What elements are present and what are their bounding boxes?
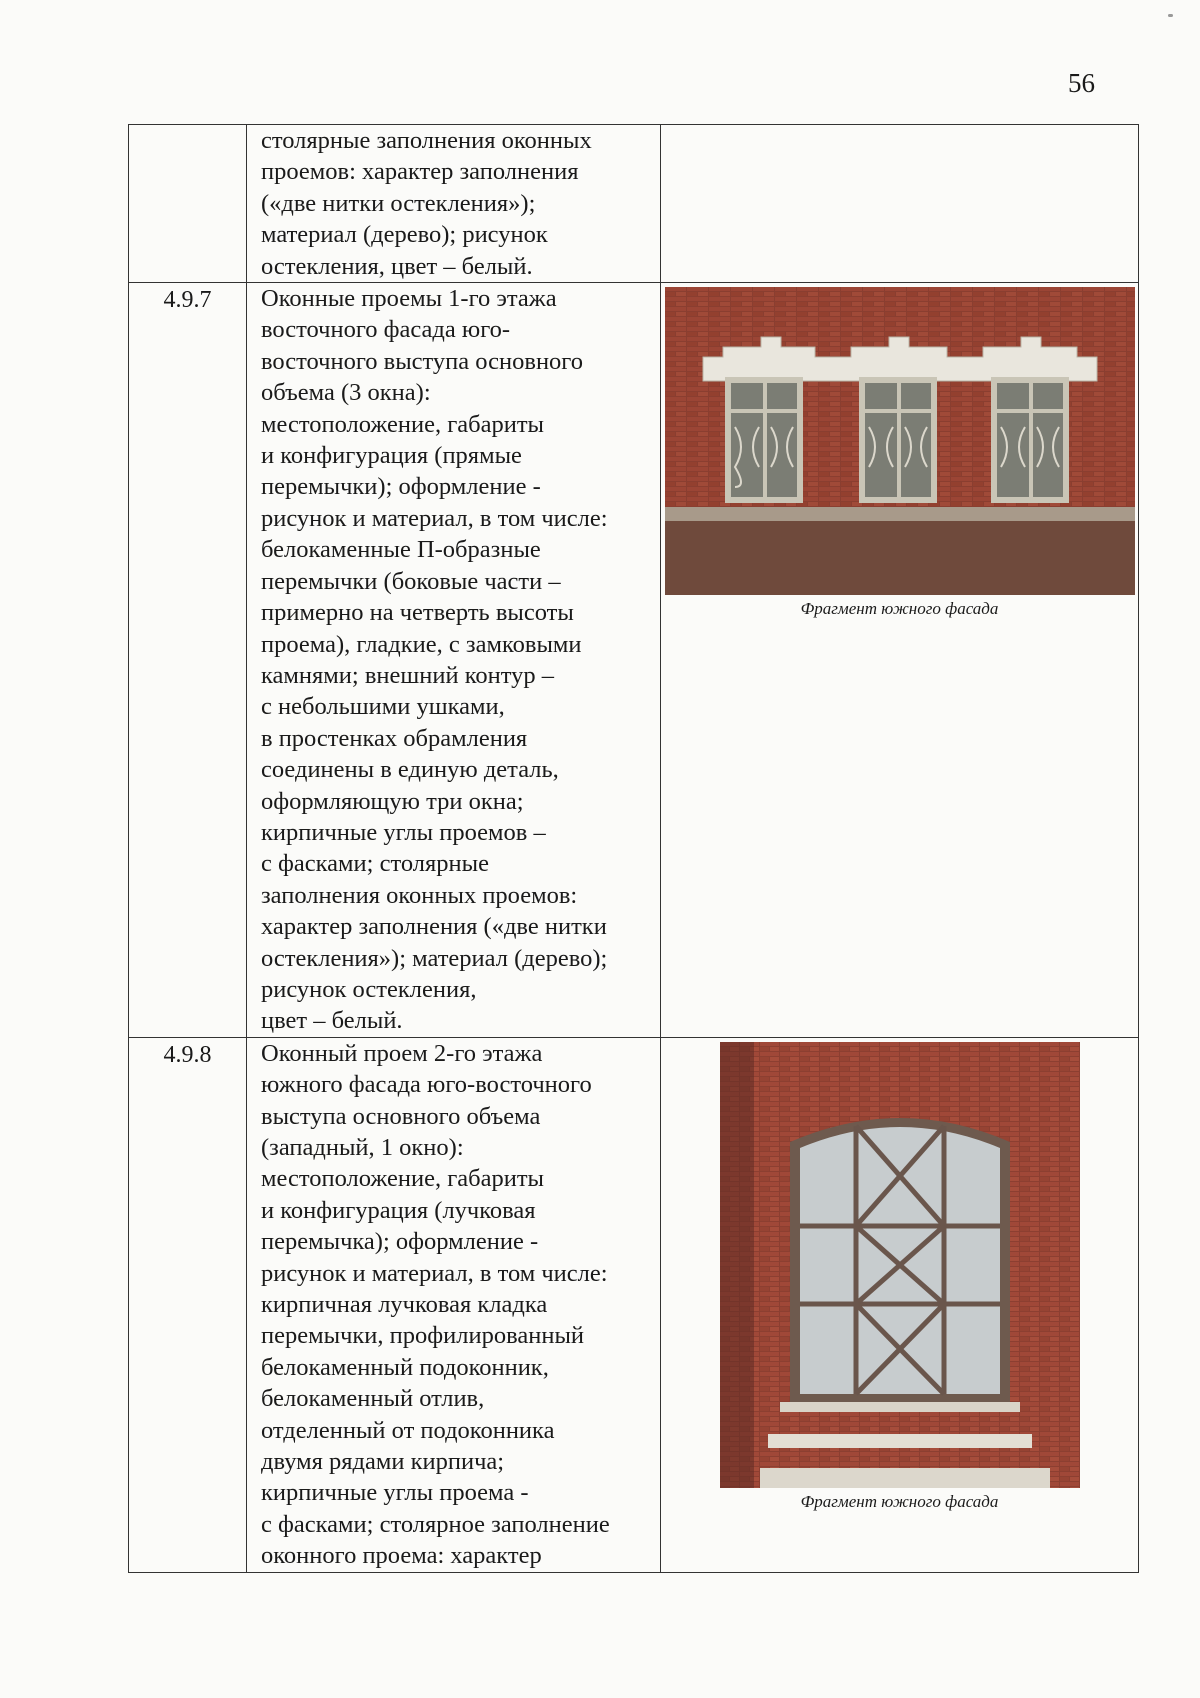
table-row [129, 283, 1139, 1038]
row-number: 4.9.7 [129, 283, 247, 1038]
desc-line: рисунок и материал, в том числе: [261, 504, 608, 532]
desc-line: объема (3 окна): [261, 379, 431, 407]
desc-line: (западный, 1 окно): [261, 1134, 464, 1161]
desc-line: остекления, цвет – белый. [261, 252, 533, 280]
desc-line: примерно на четверть высоты [261, 599, 574, 627]
desc-line: отделенный от подоконника [261, 1416, 555, 1444]
desc-line: белокаменные П-образные [261, 536, 541, 564]
row-number: 4.9.8 [129, 1037, 247, 1572]
desc-line: местоположение, габариты [261, 410, 545, 438]
desc-line: белокаменный подоконник, [261, 1353, 549, 1381]
desc-line: кирпичная лучковая кладка [261, 1291, 548, 1319]
desc-line: кирпичные углы проемов – [261, 818, 546, 846]
heritage-table [128, 124, 1139, 1573]
desc-line: («две нитки остекления»); [261, 189, 536, 217]
desc-line: восточного фасада юго- [261, 316, 511, 344]
desc-line: Оконный проем 2-го этажа [261, 1039, 543, 1067]
photo-caption: Фрагмент южного фасада [800, 1491, 999, 1511]
table-row [129, 125, 1139, 283]
desc-line: заполнения оконных проемов: [261, 881, 578, 909]
desc-line: цвет – белый. [261, 1007, 403, 1035]
desc-line: проема), гладкие, с замковыми [261, 630, 582, 658]
row-description [247, 283, 661, 1038]
desc-line: выступа основного объема [261, 1102, 541, 1130]
desc-line: и конфигурация (лучковая [261, 1196, 536, 1224]
row-description [247, 1037, 661, 1572]
desc-line: перемычки); оформление - [261, 473, 541, 501]
desc-line: камнями; внешний контур – [261, 661, 554, 689]
desc-line: рисунок и материал, в том числе: [261, 1259, 608, 1287]
scan-speck [1168, 14, 1173, 17]
desc-line: с фасками; столярные [261, 850, 489, 878]
desc-line: Оконные проемы 1-го этажа [261, 285, 557, 313]
desc-line: проемов: характер заполнения [261, 158, 579, 186]
desc-line: в простенках обрамления [261, 724, 528, 752]
desc-line: кирпичные углы проема - [261, 1479, 529, 1507]
desc-line: местоположение, габариты [261, 1165, 545, 1193]
photo-caption: Фрагмент южного фасада [800, 599, 999, 619]
desc-line: перемычки (боковые части – [261, 567, 561, 595]
desc-line: белокаменный отлив, [261, 1385, 485, 1413]
desc-line: с фасками; столярное заполнение [261, 1510, 610, 1538]
desc-line: соединены в единую деталь, [261, 756, 559, 784]
page-number: 56 [1068, 68, 1095, 98]
facade-photo-three-windows [665, 287, 1135, 595]
desc-line: перемычки, профилированный [261, 1322, 585, 1350]
row-description [247, 125, 661, 283]
desc-line: и конфигурация (прямые [261, 442, 522, 470]
table-row [129, 1037, 1139, 1572]
desc-line: рисунок остекления, [261, 975, 477, 1003]
row-image-cell [661, 1037, 1139, 1572]
desc-line: двумя рядами кирпича; [261, 1448, 505, 1476]
desc-line: восточного выступа основного [261, 347, 583, 375]
desc-line: характер заполнения («две нитки [261, 913, 607, 941]
facade-photo-arched-window [720, 1042, 1080, 1488]
desc-line: столярные заполнения оконных [261, 127, 592, 154]
row-number [129, 125, 247, 283]
row-image-cell [661, 125, 1139, 283]
desc-line: оконного проема: характер [261, 1542, 542, 1570]
desc-line: остекления»); материал (дерево); [261, 944, 608, 972]
row-image-cell [661, 283, 1139, 1038]
desc-line: оформляющую три окна; [261, 787, 524, 815]
desc-line: с небольшими ушками, [261, 693, 505, 721]
desc-line: материал (дерево); рисунок [261, 221, 548, 249]
desc-line: перемычка); оформление - [261, 1228, 539, 1256]
desc-line: южного фасада юго-восточного [261, 1071, 592, 1099]
